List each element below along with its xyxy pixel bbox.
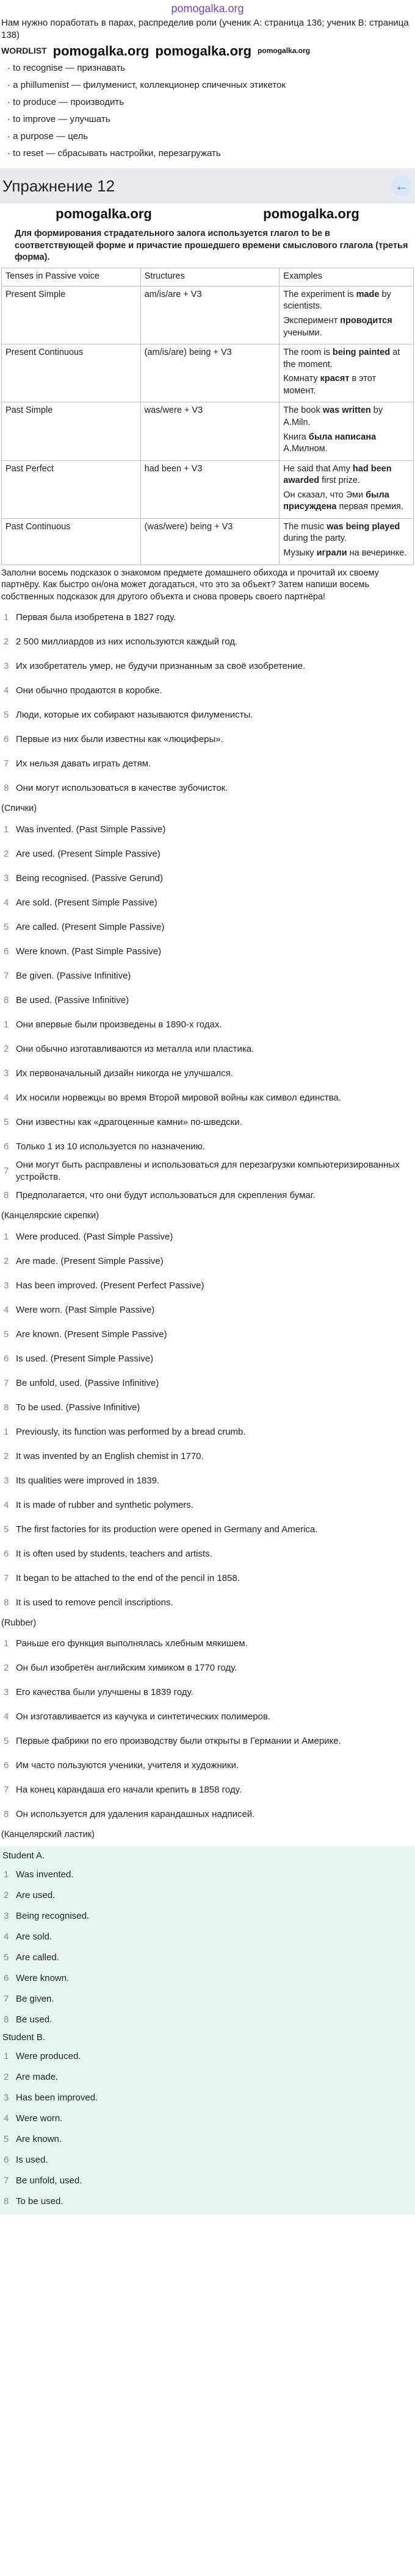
item-number: 7 [4,970,9,981]
item-text: Be given. (Passive Infinitive) [16,970,131,981]
wordlist-item: · a phillumenist — филуменист, коллекционер спичечных этикеток [7,77,414,94]
example-text: Музыку [283,548,317,558]
item-text: На конец карандаша его начали крепить в 1858 году. [16,1785,242,1796]
list-item [1,605,414,630]
item-number: 6 [4,734,9,745]
list-item [1,727,414,752]
example-highlight: проводится [340,316,392,326]
item-number: 3 [4,1280,9,1291]
answer-text: Being recognised. [16,1910,90,1921]
answer-text: Are made. [16,2071,59,2082]
exercise-blocks [0,605,415,1827]
structure-cell: (was/were) being + V3 [140,518,280,565]
example-highlight: была присуждена [283,490,389,512]
item-text: Их нельзя давать играть детям. [16,758,151,769]
item-number: 2 [4,2071,9,2082]
answer-item [1,2171,414,2191]
example-cell [280,460,414,518]
item-number: 3 [4,872,9,883]
list-item [1,1632,414,1656]
student-b-list [0,2046,415,2212]
item-number: 7 [4,1572,9,1583]
item-text: Их изобретатель умер, не будучи признанным за своё изобретение. [16,661,306,672]
group-label: (Канцелярские скрепки) [1,1211,99,1221]
item-text: Они впервые были произведены в 1890-х годах. [16,1019,222,1030]
example-cell [280,344,414,402]
grammar-rule: Для формирования страдательного залога используется глагол to be в соответствующей форме и причастие прошедшего времени смыслового глагола (третья форма). [15,229,408,263]
item-number: 4 [4,1711,9,1722]
list-item [1,1680,414,1705]
list-item [1,654,414,679]
item-number: 8 [4,783,9,794]
item-number: 3 [4,1475,9,1486]
item-number: 8 [4,2196,9,2207]
list-item [1,1493,414,1518]
answer-text: Is used. [16,2154,48,2165]
example-highlight: made [356,289,380,299]
example-text: first prize. [319,476,360,486]
item-number: 1 [4,824,9,835]
item-number: 7 [4,1377,9,1388]
item-text: Первая была изобретена в 1827 году. [16,612,176,623]
item-number: 5 [4,1116,9,1127]
list-item [1,1037,414,1061]
list-item [1,842,414,866]
item-number: 8 [4,1597,9,1608]
answer-text: Are known. [16,2133,62,2144]
item-text: Its qualities were improved in 1839. [16,1475,160,1486]
item-number: 1 [4,612,9,623]
list-item [1,1802,414,1827]
item-number: 2 [4,1663,9,1674]
list-item [1,1705,414,1729]
list-item [1,679,414,703]
answer-item [1,1864,414,1885]
item-number: 1 [4,1638,9,1649]
item-number: 6 [4,1353,9,1364]
watermark: pomogalka.org [56,206,152,222]
list-item [1,1274,414,1298]
item-number: 2 [4,1043,9,1054]
item-number: 1 [4,1426,9,1437]
list-item [1,1371,414,1396]
list-item [1,1566,414,1591]
item-text: Are sold. (Present Simple Passive) [16,897,157,908]
item-number: 4 [4,685,9,696]
item-text: Их носили норвежцы во время Второй мировой войны как символ единства. [16,1092,341,1103]
numbered-list [0,818,415,1013]
list-item [1,1347,414,1371]
item-number: 5 [4,2133,9,2144]
item-text: Он изготавливается из каучука и синтетических полимеров. [16,1711,271,1722]
example-cell [280,402,414,460]
answer-text: Were produced. [16,2050,81,2061]
student-a-label: Student A. [2,1850,45,1861]
list-item [1,1135,414,1159]
item-text: Being recognised. (Passive Gerund) [16,872,163,883]
example-line [283,405,410,429]
item-number: 8 [4,1190,9,1201]
wordlist-label: WORDLIST [1,45,47,55]
structure-cell: (am/is/are) being + V3 [140,344,280,402]
numbered-list [0,605,415,801]
list-item [1,1225,414,1249]
list-item [1,1469,414,1493]
numbered-list [0,1420,415,1615]
item-text: Они обычно изготавливаются из металла или пластика. [16,1043,254,1054]
numbered-list [0,1632,415,1827]
wordlist-header [1,42,414,60]
list-item [1,776,414,801]
example-line [283,373,410,397]
item-number: 6 [4,2154,9,2165]
item-number: 5 [4,1524,9,1535]
item-number: 1 [4,1231,9,1242]
item-number: 1 [4,1019,9,1030]
list-item [1,1159,414,1184]
structure-cell: was/were + V3 [140,402,280,460]
item-text: Его качества были улучшены в 1839 году. [16,1687,193,1698]
list-item [1,1420,414,1444]
list-item [1,1110,414,1135]
example-text: А.Милном. [283,444,328,454]
answer-text: Was invented. [16,1869,74,1880]
list-item [1,1729,414,1754]
item-text: Were worn. (Past Simple Passive) [16,1304,155,1315]
item-number: 4 [4,1304,9,1315]
example-text: at the moment. [283,348,400,369]
example-text: by scientists. [283,289,391,312]
item-text: Им часто пользуются ученики, учителя и художники. [16,1760,239,1771]
table-row [2,286,414,344]
list-item [1,1183,414,1208]
example-line [283,347,410,371]
item-text: It is used to remove pencil inscriptions. [16,1597,173,1608]
list-item [1,1778,414,1802]
item-text: Только 1 из 10 используется по назначению. [16,1141,206,1152]
example-text: в этот момент. [283,374,377,396]
item-text: The first factories for its production were opened in Germany and America. [16,1524,318,1535]
answer-item [1,2150,414,2171]
list-item [1,1656,414,1680]
item-text: Has been improved. (Present Perfect Passive) [16,1280,204,1291]
answer-text: Be given. [16,1993,54,2004]
list-item [1,915,414,940]
structure-cell: had been + V3 [140,460,280,518]
intro-text: Нам нужно поработать в парах, распределив роли (ученик А: страница 136; ученик В: страница 138) [1,18,409,41]
item-number: 8 [4,1402,9,1413]
item-number: 1 [4,1869,9,1880]
item-text: Он был изобретён английским химиком в 1770 году. [16,1663,237,1674]
item-number: 7 [4,1785,9,1796]
item-number: 3 [4,661,9,672]
item-text: Were known. (Past Simple Passive) [16,946,162,957]
group-label: (Спички) [1,804,37,814]
example-text: первая премия. [336,502,403,512]
item-number: 5 [4,921,9,932]
list-item [1,1444,414,1469]
item-number: 6 [4,1972,9,1983]
example-text: Книга [283,432,309,442]
item-text: To be used. (Passive Infinitive) [16,1402,140,1413]
answer-item [1,2067,414,2088]
intro-section [0,17,415,162]
item-number: 7 [4,1165,9,1176]
wordlist-item: · to improve — улучшать [7,111,414,128]
item-number: 2 [4,637,9,648]
item-text: Он используется для удаления карандашных надписей. [16,1809,255,1820]
example-text: during the party. [283,533,347,544]
list-item [1,1542,414,1566]
table-row [2,344,414,402]
item-number: 3 [4,1687,9,1698]
answer-text: Has been improved. [16,2092,98,2103]
example-text: He said that Amy [283,463,353,474]
item-text: Were produced. (Past Simple Passive) [16,1231,173,1242]
item-number: 6 [4,1548,9,1559]
table-row [2,518,414,565]
item-number: 4 [4,2113,9,2124]
list-item [1,1518,414,1542]
item-text: Was invented. (Past Simple Passive) [16,824,166,835]
example-highlight: had been awarded [283,463,392,486]
example-cell [280,286,414,344]
item-text: It is made of rubber and synthetic polymers. [16,1499,193,1510]
list-item [1,1754,414,1778]
student-b-label: Student B. [2,2032,46,2043]
list-item [1,703,414,727]
list-item [1,1322,414,1347]
list-item [1,1591,414,1615]
wordlist-item: · to recognise — признавать [7,60,414,77]
item-text: Первые фабрики по его производству были открыты в Германии и Америке. [16,1736,341,1747]
example-text: на вечеринке. [347,548,407,558]
wordlist [1,60,414,162]
table-row [2,460,414,518]
example-line [283,548,410,560]
item-number: 2 [4,1889,9,1900]
group-label: (Rubber) [1,1618,37,1628]
item-text: Previously, its function was performed by a bread crumb. [16,1426,246,1437]
list-item [1,1013,414,1037]
tense-cell: Past Perfect [2,460,141,518]
example-text: by A.Miln. [283,405,383,427]
list-item [1,891,414,915]
list-item [1,1249,414,1274]
list-item [1,1061,414,1086]
answer-item [1,1968,414,1989]
grammar-table [1,268,414,565]
site-header[interactable]: pomogalka.org [171,2,244,15]
answer-item [1,1989,414,2010]
watermark: pomogalka.org [52,43,150,59]
list-item [1,752,414,776]
example-highlight: была написана [308,432,377,442]
watermark: pomogalka.org [155,43,252,59]
tense-cell: Present Continuous [2,344,141,402]
item-number: 3 [4,1068,9,1079]
item-text: Be used. (Passive Infinitive) [16,994,129,1005]
item-text: Раньше его функция выполнялась хлебным мякишем. [16,1638,248,1649]
table-header-row [2,268,414,286]
item-number: 8 [4,1809,9,1820]
list-item [1,630,414,654]
item-text: Они могут быть расправлены и использоваться для перезагрузки компьютеризированных устройств. [16,1159,400,1183]
structure-cell: am/is/are + V3 [140,286,280,344]
list-item [1,866,414,891]
task-header [0,168,415,204]
answer-item [1,2129,414,2150]
answer-text: Are called. [16,1952,59,1963]
answer-item [1,2108,414,2129]
item-number: 5 [4,710,9,721]
example-highlight: being painted [332,348,391,358]
example-text: Комнату [283,374,320,384]
wordlist-item: · to reset — сбрасывать настройки, перезагружать [7,145,414,162]
table-header: Tenses in Passive voice [2,268,141,286]
example-line [283,490,410,513]
item-text: Be unfold, used. (Passive Infinitive) [16,1377,159,1388]
task-title: Упражнение 12 [2,176,115,195]
item-number: 8 [4,2014,9,2025]
item-text: Они известны как «драгоценные камни» по-шведски. [16,1116,242,1127]
example-line [283,289,410,313]
item-number: 2 [4,1450,9,1461]
item-text: Они могут использоваться в качестве зубочисток. [16,783,228,794]
item-text: It is often used by students, teachers and artists. [16,1548,212,1559]
student-a-list [0,1864,415,2030]
table-header: Structures [140,268,280,286]
answer-item [1,1927,414,1947]
table-row [2,402,414,460]
list-item [1,964,414,988]
answer-item [1,1906,414,1927]
example-highlight: was being played [327,521,400,532]
item-number: 6 [4,1760,9,1771]
example-line [283,463,410,487]
answer-text: Are used. [16,1889,56,1900]
wordlist-item: · to produce — производить [7,94,414,111]
example-text: The music [283,521,327,532]
item-text: Are known. (Present Simple Passive) [16,1329,167,1340]
item-text: It began to be attached to the end of the pencil in 1858. [16,1572,240,1583]
item-number: 6 [4,1141,9,1152]
item-number: 5 [4,1952,9,1963]
answer-item [1,1947,414,1968]
instruction: Заполни восемь подсказок о знакомом предмете домашнего обихода и прочитай их своему партнёру. Как быстро он/она может догадаться, что это за объект? Затем напиши восемь собственных подсказок для другого объекта и снова проверь своего партнёра! [1,568,379,602]
answers-panel [0,1846,415,2214]
example-highlight: красят [320,374,350,384]
example-line [283,315,410,339]
answer-text: Were worn. [16,2113,63,2124]
item-number: 4 [4,1499,9,1510]
item-text: Are called. (Present Simple Passive) [16,921,165,932]
item-text: Are made. (Present Simple Passive) [16,1255,164,1266]
answer-text: Were known. [16,1972,70,1983]
list-item [1,988,414,1013]
item-text: Люди, которые их собирают называются филуменисты. [16,710,253,721]
numbered-list [0,1013,415,1208]
example-text: The book [283,405,323,416]
example-line [283,521,410,545]
answer-text: Be used. [16,2014,52,2025]
item-number: 7 [4,2175,9,2186]
example-text: учеными. [283,327,322,338]
final-label: (Канцелярский ластик) [1,1830,95,1840]
list-item [1,940,414,964]
item-number: 5 [4,1736,9,1747]
item-number: 4 [4,1931,9,1942]
item-text: Их первоначальный дизайн никогда не улучшался. [16,1068,233,1079]
item-text: 2 500 миллиардов из них используются каждый год. [16,637,238,648]
item-number: 5 [4,1329,9,1340]
tense-cell: Present Simple [2,286,141,344]
item-number: 8 [4,994,9,1005]
item-text: Предполагается, что они будут использоваться для скрепления бумаг. [16,1190,316,1201]
item-text: It was invented by an English chemist in 1770. [16,1450,204,1461]
numbered-list [0,1225,415,1420]
item-number: 3 [4,2092,9,2103]
item-text: Are used. (Present Simple Passive) [16,848,161,859]
answer-item [1,2191,414,2212]
item-number: 2 [4,848,9,859]
watermark-row [0,204,415,224]
example-line [283,432,410,455]
item-number: 7 [4,1993,9,2004]
example-text: The experiment is [283,289,356,299]
answer-text: Be unfold, used. [16,2175,82,2186]
list-item [1,818,414,842]
watermark: pomogalka.org [263,206,359,222]
item-number: 7 [4,758,9,769]
answer-item [1,1885,414,1906]
item-text: Они обычно продаются в коробке. [16,685,162,696]
item-number: 1 [4,2050,9,2061]
list-item [1,1086,414,1110]
item-number: 3 [4,1910,9,1921]
tense-cell: Past Continuous [2,518,141,565]
example-text: The room is [283,348,333,358]
arrow-left-icon[interactable]: ← [391,175,413,197]
table-header: Examples [280,268,414,286]
example-highlight: was written [322,405,371,416]
example-highlight: играли [316,548,347,558]
wordlist-item: · a purpose — цель [7,128,414,145]
example-cell [280,518,414,565]
item-text: Is used. (Present Simple Passive) [16,1353,154,1364]
item-number: 4 [4,897,9,908]
answer-text: To be used. [16,2196,63,2207]
list-item [1,1298,414,1322]
item-number: 2 [4,1255,9,1266]
item-number: 6 [4,946,9,957]
answer-item [1,2088,414,2108]
item-text: Первые из них были известны как «люциферы». [16,734,223,745]
answer-text: Are sold. [16,1931,52,1942]
example-text: Он сказал, что Эми [283,490,366,500]
watermark: pomogalka.org [258,46,311,55]
item-number: 4 [4,1092,9,1103]
list-item [1,1396,414,1420]
tense-cell: Past Simple [2,402,141,460]
example-text: Эксперимент [283,316,341,326]
answer-item [1,2046,414,2067]
answer-item [1,2010,414,2030]
